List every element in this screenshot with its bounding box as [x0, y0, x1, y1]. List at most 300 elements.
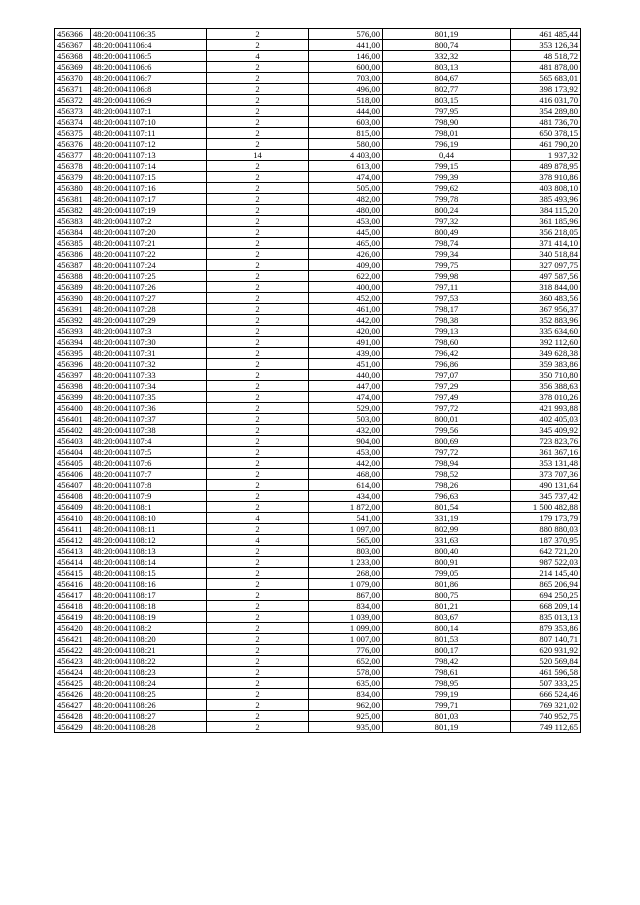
area-value-cell: 614,00 [309, 480, 383, 491]
table-row [55, 612, 581, 623]
cadastral-value-cell: 1 937,32 [511, 150, 581, 161]
cadastral-number-cell: 48:20:0041107:9 [91, 491, 207, 502]
area-value-cell: 441,00 [309, 40, 383, 51]
cadastral-value-cell: 668 209,14 [511, 601, 581, 612]
row-number-cell: 456407 [55, 480, 91, 491]
specific-value-cell: 799,62 [383, 183, 511, 194]
area-value-cell: 529,00 [309, 403, 383, 414]
row-number-cell: 456371 [55, 84, 91, 95]
area-value-cell: 904,00 [309, 436, 383, 447]
cadastral-value-cell: 461 596,58 [511, 667, 581, 678]
cadastral-number-cell: 48:20:0041107:28 [91, 304, 207, 315]
specific-value-cell: 799,19 [383, 689, 511, 700]
table-row [55, 95, 581, 106]
specific-value-cell: 799,34 [383, 249, 511, 260]
table-row [55, 150, 581, 161]
row-number-cell: 456408 [55, 491, 91, 502]
table-row [55, 425, 581, 436]
group-code-cell: 4 [207, 513, 309, 524]
group-code-cell: 2 [207, 480, 309, 491]
specific-value-cell: 798,01 [383, 128, 511, 139]
cadastral-number-cell: 48:20:0041108:12 [91, 535, 207, 546]
cadastral-value-cell: 694 250,25 [511, 590, 581, 601]
area-value-cell: 1 097,00 [309, 524, 383, 535]
group-code-cell: 2 [207, 645, 309, 656]
area-value-cell: 482,00 [309, 194, 383, 205]
cadastral-value-cell: 740 952,75 [511, 711, 581, 722]
specific-value-cell: 800,69 [383, 436, 511, 447]
table-row [55, 568, 581, 579]
specific-value-cell: 801,19 [383, 722, 511, 733]
area-value-cell: 776,00 [309, 645, 383, 656]
table-row [55, 513, 581, 524]
specific-value-cell: 799,56 [383, 425, 511, 436]
area-value-cell: 613,00 [309, 161, 383, 172]
row-number-cell: 456377 [55, 150, 91, 161]
cadastral-value-cell: 403 808,10 [511, 183, 581, 194]
cadastral-value-cell: 497 587,56 [511, 271, 581, 282]
cadastral-number-cell: 48:20:0041107:3 [91, 326, 207, 337]
cadastral-number-cell: 48:20:0041107:38 [91, 425, 207, 436]
table-row [55, 304, 581, 315]
specific-value-cell: 799,98 [383, 271, 511, 282]
row-number-cell: 456387 [55, 260, 91, 271]
area-value-cell: 600,00 [309, 62, 383, 73]
cadastral-number-cell: 48:20:0041106:4 [91, 40, 207, 51]
cadastral-value-cell: 335 634,60 [511, 326, 581, 337]
table-row [55, 656, 581, 667]
row-number-cell: 456424 [55, 667, 91, 678]
area-value-cell: 1 007,00 [309, 634, 383, 645]
row-number-cell: 456370 [55, 73, 91, 84]
cadastral-number-cell: 48:20:0041107:13 [91, 150, 207, 161]
row-number-cell: 456375 [55, 128, 91, 139]
area-value-cell: 440,00 [309, 370, 383, 381]
cadastral-number-cell: 48:20:0041107:27 [91, 293, 207, 304]
specific-value-cell: 0,44 [383, 150, 511, 161]
table-row [55, 535, 581, 546]
cadastral-value-cell: 565 683,01 [511, 73, 581, 84]
row-number-cell: 456426 [55, 689, 91, 700]
table-row [55, 480, 581, 491]
area-value-cell: 518,00 [309, 95, 383, 106]
table-row [55, 546, 581, 557]
group-code-cell: 2 [207, 447, 309, 458]
table-row [55, 337, 581, 348]
row-number-cell: 456368 [55, 51, 91, 62]
area-value-cell: 442,00 [309, 315, 383, 326]
row-number-cell: 456378 [55, 161, 91, 172]
cadastral-value-cell: 48 518,72 [511, 51, 581, 62]
table-row [55, 392, 581, 403]
cadastral-value-cell: 490 131,64 [511, 480, 581, 491]
cadastral-number-cell: 48:20:0041106:6 [91, 62, 207, 73]
cadastral-value-cell: 879 353,86 [511, 623, 581, 634]
cadastral-number-cell: 48:20:0041108:16 [91, 579, 207, 590]
group-code-cell: 2 [207, 623, 309, 634]
cadastral-value-cell: 367 956,37 [511, 304, 581, 315]
row-number-cell: 456390 [55, 293, 91, 304]
cadastral-value-cell: 835 013,13 [511, 612, 581, 623]
cadastral-value-cell: 489 878,95 [511, 161, 581, 172]
table-row [55, 524, 581, 535]
table-row [55, 458, 581, 469]
cadastral-number-cell: 48:20:0041108:13 [91, 546, 207, 557]
specific-value-cell: 797,72 [383, 403, 511, 414]
cadastral-number-cell: 48:20:0041107:24 [91, 260, 207, 271]
table-row [55, 601, 581, 612]
table-row [55, 491, 581, 502]
area-value-cell: 1 099,00 [309, 623, 383, 634]
row-number-cell: 456396 [55, 359, 91, 370]
table-row [55, 128, 581, 139]
table-row [55, 414, 581, 425]
group-code-cell: 2 [207, 656, 309, 667]
row-number-cell: 456417 [55, 590, 91, 601]
group-code-cell: 2 [207, 370, 309, 381]
specific-value-cell: 799,78 [383, 194, 511, 205]
cadastral-number-cell: 48:20:0041107:12 [91, 139, 207, 150]
table-row [55, 51, 581, 62]
area-value-cell: 432,00 [309, 425, 383, 436]
cadastral-value-cell: 356 218,05 [511, 227, 581, 238]
cadastral-value-cell: 353 126,34 [511, 40, 581, 51]
table-row [55, 645, 581, 656]
group-code-cell: 2 [207, 469, 309, 480]
row-number-cell: 456402 [55, 425, 91, 436]
group-code-cell: 2 [207, 392, 309, 403]
area-value-cell: 474,00 [309, 392, 383, 403]
group-code-cell: 2 [207, 106, 309, 117]
row-number-cell: 456403 [55, 436, 91, 447]
group-code-cell: 2 [207, 436, 309, 447]
area-value-cell: 400,00 [309, 282, 383, 293]
group-code-cell: 2 [207, 425, 309, 436]
specific-value-cell: 801,54 [383, 502, 511, 513]
cadastral-value-cell: 350 710,80 [511, 370, 581, 381]
group-code-cell: 2 [207, 293, 309, 304]
group-code-cell: 2 [207, 227, 309, 238]
area-value-cell: 439,00 [309, 348, 383, 359]
specific-value-cell: 798,52 [383, 469, 511, 480]
row-number-cell: 456410 [55, 513, 91, 524]
group-code-cell: 2 [207, 62, 309, 73]
area-value-cell: 468,00 [309, 469, 383, 480]
area-value-cell: 1 872,00 [309, 502, 383, 513]
area-value-cell: 420,00 [309, 326, 383, 337]
specific-value-cell: 799,15 [383, 161, 511, 172]
cadastral-value-cell: 179 173,79 [511, 513, 581, 524]
row-number-cell: 456367 [55, 40, 91, 51]
row-number-cell: 456391 [55, 304, 91, 315]
group-code-cell: 2 [207, 348, 309, 359]
cadastral-number-cell: 48:20:0041108:10 [91, 513, 207, 524]
specific-value-cell: 796,86 [383, 359, 511, 370]
table-row [55, 315, 581, 326]
specific-value-cell: 799,39 [383, 172, 511, 183]
specific-value-cell: 800,74 [383, 40, 511, 51]
group-code-cell: 2 [207, 568, 309, 579]
specific-value-cell: 797,32 [383, 216, 511, 227]
cadastral-value-cell: 650 378,15 [511, 128, 581, 139]
row-number-cell: 456376 [55, 139, 91, 150]
table-row [55, 161, 581, 172]
row-number-cell: 456415 [55, 568, 91, 579]
cadastral-number-cell: 48:20:0041108:18 [91, 601, 207, 612]
cadastral-value-cell: 880 880,03 [511, 524, 581, 535]
group-code-cell: 14 [207, 150, 309, 161]
specific-value-cell: 799,05 [383, 568, 511, 579]
specific-value-cell: 802,77 [383, 84, 511, 95]
area-value-cell: 480,00 [309, 205, 383, 216]
group-code-cell: 2 [207, 689, 309, 700]
group-code-cell: 2 [207, 161, 309, 172]
cadastral-value-cell: 327 097,75 [511, 260, 581, 271]
cadastral-number-cell: 48:20:0041107:31 [91, 348, 207, 359]
cadastral-number-cell: 48:20:0041107:33 [91, 370, 207, 381]
area-value-cell: 815,00 [309, 128, 383, 139]
cadastral-value-cell: 318 844,00 [511, 282, 581, 293]
area-value-cell: 834,00 [309, 689, 383, 700]
cadastral-number-cell: 48:20:0041108:20 [91, 634, 207, 645]
row-number-cell: 456373 [55, 106, 91, 117]
row-number-cell: 456397 [55, 370, 91, 381]
specific-value-cell: 798,38 [383, 315, 511, 326]
row-number-cell: 456400 [55, 403, 91, 414]
table-row [55, 689, 581, 700]
cadastral-number-cell: 48:20:0041106:9 [91, 95, 207, 106]
group-code-cell: 2 [207, 249, 309, 260]
row-number-cell: 456384 [55, 227, 91, 238]
specific-value-cell: 801,86 [383, 579, 511, 590]
table-row [55, 62, 581, 73]
cadastral-value-cell: 352 883,96 [511, 315, 581, 326]
specific-value-cell: 801,19 [383, 29, 511, 40]
group-code-cell: 2 [207, 216, 309, 227]
specific-value-cell: 799,71 [383, 700, 511, 711]
specific-value-cell: 800,49 [383, 227, 511, 238]
group-code-cell: 2 [207, 634, 309, 645]
cadastral-number-cell: 48:20:0041107:1 [91, 106, 207, 117]
cadastral-number-cell: 48:20:0041107:19 [91, 205, 207, 216]
area-value-cell: 146,00 [309, 51, 383, 62]
cadastral-value-cell: 345 737,42 [511, 491, 581, 502]
table-row [55, 634, 581, 645]
cadastral-number-cell: 48:20:0041108:24 [91, 678, 207, 689]
table-row [55, 678, 581, 689]
cadastral-value-cell: 461 790,20 [511, 139, 581, 150]
specific-value-cell: 800,14 [383, 623, 511, 634]
group-code-cell: 2 [207, 612, 309, 623]
area-value-cell: 635,00 [309, 678, 383, 689]
area-value-cell: 461,00 [309, 304, 383, 315]
cadastral-number-cell: 48:20:0041107:25 [91, 271, 207, 282]
group-code-cell: 2 [207, 502, 309, 513]
area-value-cell: 503,00 [309, 414, 383, 425]
cadastral-value-cell: 481 878,00 [511, 62, 581, 73]
group-code-cell: 2 [207, 304, 309, 315]
area-value-cell: 453,00 [309, 216, 383, 227]
table-row [55, 139, 581, 150]
area-value-cell: 447,00 [309, 381, 383, 392]
area-value-cell: 580,00 [309, 139, 383, 150]
cadastral-number-cell: 48:20:0041108:27 [91, 711, 207, 722]
cadastral-number-cell: 48:20:0041107:21 [91, 238, 207, 249]
cadastral-value-cell: 402 405,03 [511, 414, 581, 425]
specific-value-cell: 797,49 [383, 392, 511, 403]
group-code-cell: 2 [207, 95, 309, 106]
table-row [55, 381, 581, 392]
specific-value-cell: 800,40 [383, 546, 511, 557]
cadastral-value-cell: 481 736,70 [511, 117, 581, 128]
cadastral-value-cell: 385 493,96 [511, 194, 581, 205]
table-row [55, 194, 581, 205]
table-row [55, 469, 581, 480]
area-value-cell: 935,00 [309, 722, 383, 733]
specific-value-cell: 800,17 [383, 645, 511, 656]
cadastral-value-cell: 353 131,48 [511, 458, 581, 469]
area-value-cell: 452,00 [309, 293, 383, 304]
row-number-cell: 456427 [55, 700, 91, 711]
row-number-cell: 456394 [55, 337, 91, 348]
table-row [55, 590, 581, 601]
row-number-cell: 456406 [55, 469, 91, 480]
group-code-cell: 2 [207, 271, 309, 282]
specific-value-cell: 800,24 [383, 205, 511, 216]
group-code-cell: 2 [207, 139, 309, 150]
group-code-cell: 2 [207, 117, 309, 128]
specific-value-cell: 331,63 [383, 535, 511, 546]
group-code-cell: 2 [207, 381, 309, 392]
row-number-cell: 456372 [55, 95, 91, 106]
area-value-cell: 268,00 [309, 568, 383, 579]
group-code-cell: 2 [207, 667, 309, 678]
specific-value-cell: 798,90 [383, 117, 511, 128]
cadastral-value-cell: 359 383,86 [511, 359, 581, 370]
group-code-cell: 2 [207, 40, 309, 51]
table-row [55, 84, 581, 95]
cadastral-number-cell: 48:20:0041107:15 [91, 172, 207, 183]
area-value-cell: 962,00 [309, 700, 383, 711]
cadastral-value-cell: 187 370,95 [511, 535, 581, 546]
cadastral-number-cell: 48:20:0041107:4 [91, 436, 207, 447]
area-value-cell: 444,00 [309, 106, 383, 117]
table-row [55, 73, 581, 84]
cadastral-number-cell: 48:20:0041107:10 [91, 117, 207, 128]
table-row [55, 722, 581, 733]
table-row [55, 447, 581, 458]
area-value-cell: 465,00 [309, 238, 383, 249]
cadastral-number-cell: 48:20:0041107:2 [91, 216, 207, 227]
specific-value-cell: 797,07 [383, 370, 511, 381]
area-value-cell: 1 039,00 [309, 612, 383, 623]
area-value-cell: 925,00 [309, 711, 383, 722]
row-number-cell: 456381 [55, 194, 91, 205]
area-value-cell: 603,00 [309, 117, 383, 128]
cadastral-number-cell: 48:20:0041107:30 [91, 337, 207, 348]
specific-value-cell: 798,60 [383, 337, 511, 348]
table-row [55, 249, 581, 260]
group-code-cell: 2 [207, 29, 309, 40]
row-number-cell: 456420 [55, 623, 91, 634]
cadastral-value-cell: 373 707,36 [511, 469, 581, 480]
row-number-cell: 456393 [55, 326, 91, 337]
cadastral-value-cell: 392 112,60 [511, 337, 581, 348]
group-code-cell: 2 [207, 557, 309, 568]
cadastral-value-cell: 354 289,80 [511, 106, 581, 117]
row-number-cell: 456399 [55, 392, 91, 403]
cadastral-number-cell: 48:20:0041107:36 [91, 403, 207, 414]
cadastral-number-cell: 48:20:0041107:14 [91, 161, 207, 172]
cadastral-number-cell: 48:20:0041108:14 [91, 557, 207, 568]
cadastral-value-cell: 361 185,96 [511, 216, 581, 227]
group-code-cell: 2 [207, 73, 309, 84]
row-number-cell: 456389 [55, 282, 91, 293]
group-code-cell: 2 [207, 678, 309, 689]
group-code-cell: 2 [207, 183, 309, 194]
group-code-cell: 2 [207, 128, 309, 139]
group-code-cell: 2 [207, 458, 309, 469]
area-value-cell: 4 403,00 [309, 150, 383, 161]
specific-value-cell: 800,75 [383, 590, 511, 601]
row-number-cell: 456425 [55, 678, 91, 689]
area-value-cell: 622,00 [309, 271, 383, 282]
table-row [55, 623, 581, 634]
specific-value-cell: 331,19 [383, 513, 511, 524]
cadastral-number-cell: 48:20:0041108:15 [91, 568, 207, 579]
specific-value-cell: 801,03 [383, 711, 511, 722]
table-row [55, 205, 581, 216]
area-value-cell: 652,00 [309, 656, 383, 667]
area-value-cell: 491,00 [309, 337, 383, 348]
cadastral-number-cell: 48:20:0041107:29 [91, 315, 207, 326]
row-number-cell: 456388 [55, 271, 91, 282]
cadastral-number-cell: 48:20:0041108:23 [91, 667, 207, 678]
table-row [55, 711, 581, 722]
specific-value-cell: 800,91 [383, 557, 511, 568]
row-number-cell: 456411 [55, 524, 91, 535]
cadastral-value-cell: 378 010,26 [511, 392, 581, 403]
cadastral-number-cell: 48:20:0041108:11 [91, 524, 207, 535]
specific-value-cell: 798,42 [383, 656, 511, 667]
group-code-cell: 2 [207, 337, 309, 348]
row-number-cell: 456374 [55, 117, 91, 128]
table-row [55, 326, 581, 337]
table-row [55, 359, 581, 370]
row-number-cell: 456398 [55, 381, 91, 392]
table-row [55, 293, 581, 304]
group-code-cell: 2 [207, 546, 309, 557]
cadastral-number-cell: 48:20:0041108:26 [91, 700, 207, 711]
specific-value-cell: 798,61 [383, 667, 511, 678]
area-value-cell: 474,00 [309, 172, 383, 183]
cadastral-number-cell: 48:20:0041107:32 [91, 359, 207, 370]
specific-value-cell: 804,67 [383, 73, 511, 84]
cadastral-value-cell: 361 367,16 [511, 447, 581, 458]
cadastral-value-cell: 666 524,46 [511, 689, 581, 700]
area-value-cell: 834,00 [309, 601, 383, 612]
table-row [55, 183, 581, 194]
specific-value-cell: 803,13 [383, 62, 511, 73]
area-value-cell: 703,00 [309, 73, 383, 84]
cadastral-value-cell: 360 483,56 [511, 293, 581, 304]
cadastral-value-cell: 865 206,94 [511, 579, 581, 590]
group-code-cell: 2 [207, 315, 309, 326]
group-code-cell: 2 [207, 414, 309, 425]
group-code-cell: 2 [207, 579, 309, 590]
row-number-cell: 456395 [55, 348, 91, 359]
table-row [55, 29, 581, 40]
